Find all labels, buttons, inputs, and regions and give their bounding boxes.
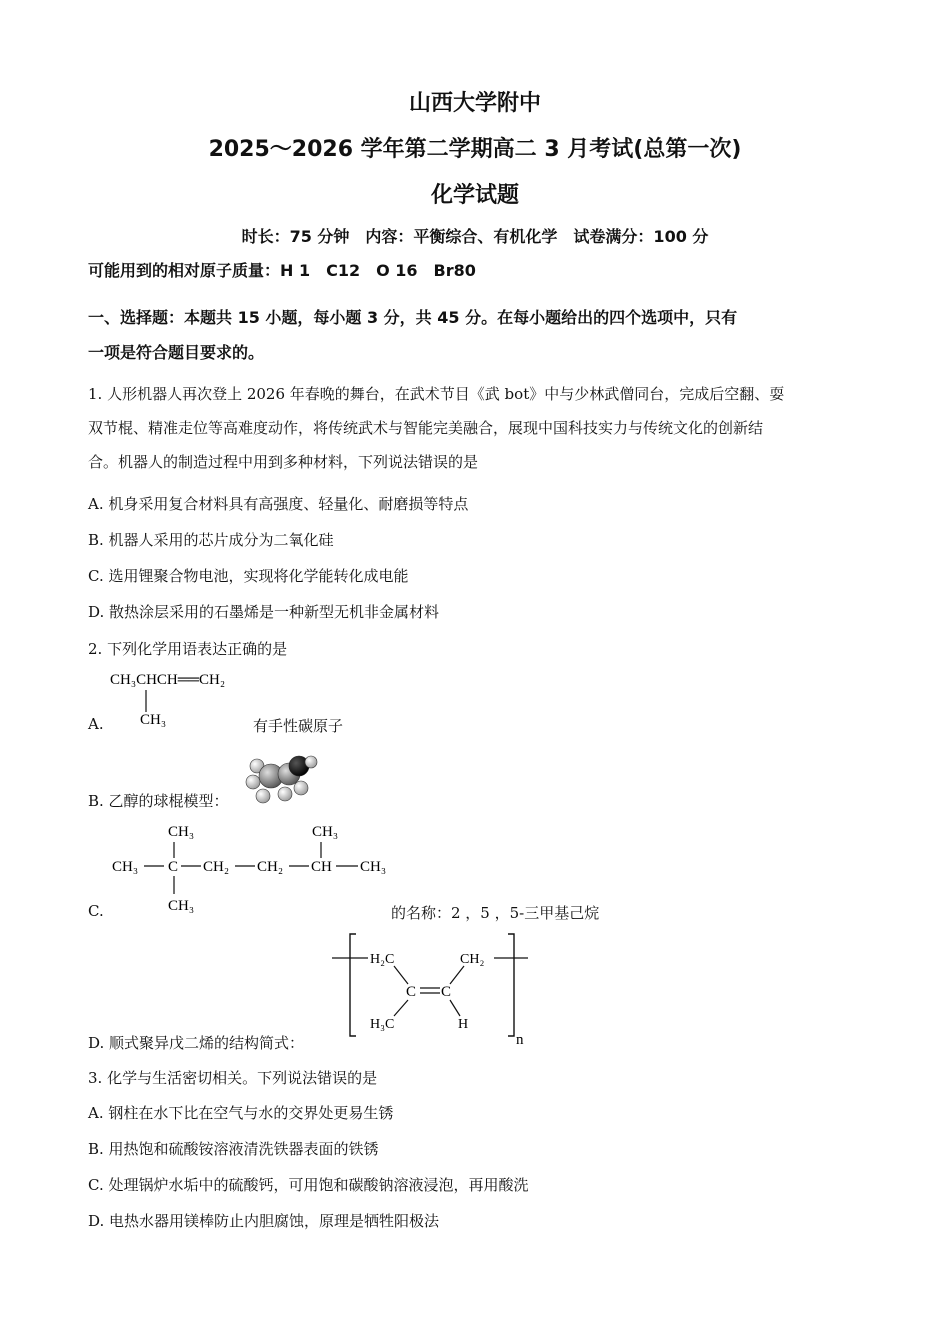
q1-option-c: C. 选用锂聚合物电池，实现将化学能转化成电能 [88,567,409,585]
q3-option-c: C. 处理锅炉水垢中的硫酸钙，可用饱和碳酸钠溶液浸泡，再用酸洗 [88,1176,529,1194]
q1-option-a: A. 机身采用复合材料具有高强度、轻量化、耐磨损等特点 [88,495,469,513]
exam-info: 时长：75 分钟 内容：平衡综合、有机化学 试卷满分：100 分 [241,227,709,246]
q2-option-b-label: B. 乙醇的球棍模型： [88,792,229,810]
q2-a-formula-sub: CH₃ [140,712,167,728]
q2-a-structure [108,666,268,732]
q2-d-c2: C [441,984,452,1000]
q2-d-h3c: H₃C [370,1017,395,1032]
q2-a-formula-top: CH₃CHCH══CH₂ [110,672,226,688]
exam-title: 2025～2026 学年第二学期高二 3 月考试(总第一次) [208,137,742,162]
q2-c-main-2: CH₂ [203,859,230,875]
q2-c-main-0: CH₃ [112,859,139,875]
q2-option-d-label: D. 顺式聚异戊二烯的结构简式： [88,1034,305,1052]
q2-c-structure [108,818,408,918]
q2-c-main-5: CH₃ [360,859,387,875]
q2-option-a-text: 有手性碳原子 [253,717,344,735]
q1-stem-line1: 1. 人形机器人再次登上 2026 年春晚的舞台，在武术节目《武 bot》中与少林武僧同台，完成后空翻、耍 [88,385,785,403]
q2-c-top2: CH₃ [312,824,339,840]
q2-c-main-4: CH [311,859,332,875]
section-heading-line1: 一、选择题：本题共 15 小题，每小题 3 分，共 45 分。在每小题给出的四个选项中，只有 [88,308,738,327]
q2-c-bottom: CH₃ [168,898,195,914]
school-name: 山西大学附中 [408,91,541,116]
q2-d-ch2: CH₂ [460,952,485,967]
section-heading-line2: 一项是符合题目要求的。 [88,343,265,362]
ethanol-model-icon [243,752,321,806]
q2-stem: 2. 下列化学用语表达正确的是 [88,640,288,658]
subject-title: 化学试题 [430,183,519,208]
q1-option-d: D. 散热涂层采用的石墨烯是一种新型无机非金属材料 [88,603,440,621]
q2-d-h: H [458,1017,469,1032]
q1-stem-line3: 合。机器人的制造过程中用到多种材料，下列说法错误的是 [88,453,479,471]
q2-c-top1: CH₃ [168,824,195,840]
q3-option-a: A. 钢柱在水下比在空气与水的交界处更易生锈 [88,1104,394,1122]
q2-d-n: n [516,1032,524,1048]
q3-option-d: D. 电热水器用镁棒防止内胆腐蚀，原理是牺牲阳极法 [88,1212,440,1230]
q2-option-c-label: C. [88,902,104,920]
q3-option-b: B. 用热饱和硫酸铵溶液清洗铁器表面的铁锈 [88,1140,379,1158]
q2-c-main-3: CH₂ [257,859,284,875]
q1-option-b: B. 机器人采用的芯片成分为二氧化硅 [88,531,334,549]
polyisoprene-structure [328,930,534,1048]
q2-d-h2c: H₂C [370,952,395,967]
atomic-masses: 可能用到的相对原子质量：H 1 C12 O 16 Br80 [88,261,476,280]
q2-c-main-1: C [168,859,179,875]
q1-stem-line2: 双节棍、精准走位等高难度动作，将传统武术与智能完美融合，展现中国科技实力与传统文化的创新结 [88,419,764,437]
q2-d-c1: C [406,984,417,1000]
q3-stem: 3. 化学与生活密切相关。下列说法错误的是 [88,1069,378,1087]
q2-option-c-text: 的名称：2 ，5 ，5-三甲基己烷 [391,904,600,922]
q2-option-a-label: A. [88,715,104,733]
